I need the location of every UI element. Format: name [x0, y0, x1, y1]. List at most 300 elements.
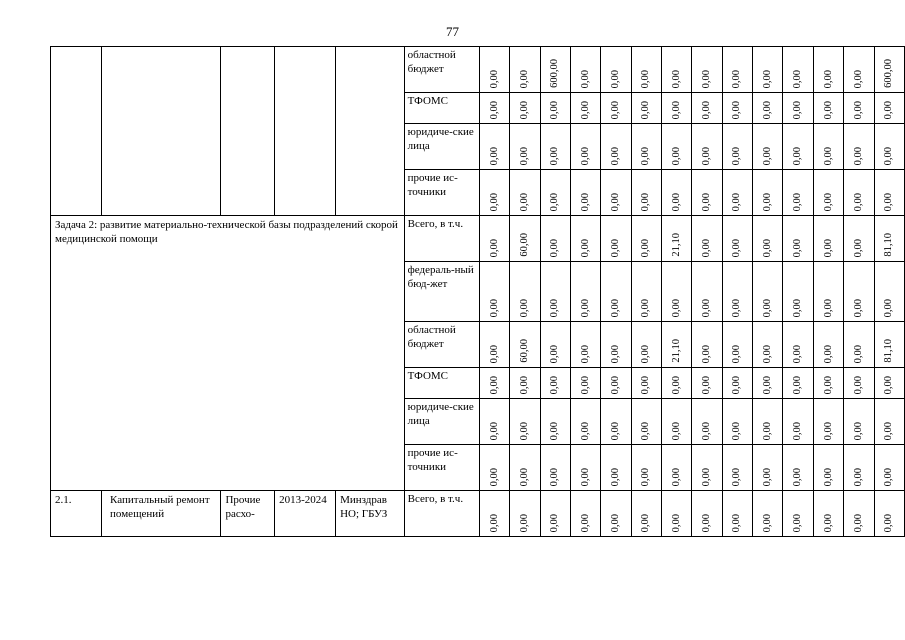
value-cell	[844, 368, 874, 399]
value-text: 0,00	[701, 421, 713, 440]
value-text: 0,00	[792, 69, 804, 88]
budget-table	[50, 46, 905, 537]
value-text: 0,00	[701, 146, 713, 165]
value-cell	[601, 124, 631, 170]
value-text: 0,00	[640, 513, 652, 532]
value-cell	[783, 399, 813, 445]
value-cell	[753, 93, 783, 124]
value-text: 0,00	[792, 375, 804, 394]
value-cell	[540, 170, 570, 216]
value-cell	[722, 170, 752, 216]
value-cell	[510, 170, 540, 216]
value-cell	[631, 93, 661, 124]
value-text: 0,00	[518, 375, 530, 394]
value-cell	[510, 491, 540, 537]
value-text: 0,00	[610, 100, 621, 119]
value-cell	[783, 491, 813, 537]
value-text: 0,00	[640, 344, 652, 363]
source-label: прочие ис-точники	[404, 445, 479, 491]
value-text: 0,00	[852, 513, 864, 532]
value-text: 0,00	[579, 513, 591, 532]
value-cell	[570, 93, 600, 124]
value-cell	[570, 170, 600, 216]
value-text: 0,00	[761, 192, 773, 211]
value-cell	[874, 47, 904, 93]
value-cell	[844, 262, 874, 322]
value-cell	[844, 170, 874, 216]
value-cell	[783, 322, 813, 368]
value-text: 0,00	[761, 421, 773, 440]
value-text: 0,00	[731, 192, 743, 211]
value-text: 0,00	[640, 467, 652, 486]
value-cell	[540, 368, 570, 399]
value-cell	[570, 47, 600, 93]
value-text: 0,00	[761, 298, 773, 317]
value-cell	[722, 124, 752, 170]
value-cell	[631, 262, 661, 322]
value-text: 0,00	[488, 69, 500, 88]
value-text: 0,00	[852, 69, 864, 88]
value-cell	[783, 170, 813, 216]
value-text: 0,00	[792, 146, 804, 165]
value-cell	[631, 124, 661, 170]
item-executor: Минздрав НО; ГБУЗ	[336, 491, 405, 537]
value-cell	[570, 124, 600, 170]
value-text: 0,00	[761, 69, 773, 88]
value-cell	[479, 170, 509, 216]
source-label: областной бюджет	[404, 322, 479, 368]
value-cell	[783, 93, 813, 124]
value-text: 0,00	[518, 69, 530, 88]
value-cell	[753, 47, 783, 93]
value-text: 0,00	[883, 146, 895, 165]
value-cell	[692, 216, 722, 262]
value-cell	[631, 47, 661, 93]
value-cell	[874, 445, 904, 491]
value-text: 0,00	[579, 238, 591, 257]
value-cell	[631, 170, 661, 216]
value-text: 60,00	[518, 233, 530, 257]
value-text: 600,00	[883, 59, 895, 88]
value-cell	[479, 491, 509, 537]
value-text: 0,00	[761, 100, 773, 119]
value-text: 0,00	[518, 146, 530, 165]
value-text: 0,00	[883, 513, 895, 532]
value-cell	[813, 93, 843, 124]
value-text: 0,00	[822, 375, 834, 394]
value-cell	[540, 399, 570, 445]
value-text: 0,00	[731, 375, 743, 394]
value-cell	[540, 93, 570, 124]
value-text: 0,00	[610, 344, 621, 363]
value-cell	[662, 322, 692, 368]
value-cell	[570, 322, 600, 368]
value-cell	[510, 262, 540, 322]
value-text: 0,00	[640, 375, 652, 394]
value-text: 0,00	[549, 100, 561, 119]
value-cell	[662, 399, 692, 445]
value-text: 0,00	[822, 421, 834, 440]
value-cell	[874, 216, 904, 262]
value-text: 0,00	[822, 513, 834, 532]
value-text: 0,00	[731, 298, 743, 317]
value-text: 0,00	[701, 192, 713, 211]
value-cell	[813, 47, 843, 93]
value-cell	[540, 445, 570, 491]
value-text: 0,00	[518, 192, 530, 211]
value-text: 0,00	[549, 146, 561, 165]
value-cell	[692, 445, 722, 491]
value-cell	[722, 93, 752, 124]
value-cell	[813, 124, 843, 170]
value-text: 0,00	[852, 192, 864, 211]
value-cell	[813, 262, 843, 322]
value-text: 0,00	[610, 298, 621, 317]
value-text: 0,00	[488, 344, 500, 363]
value-cell	[874, 491, 904, 537]
value-cell	[813, 170, 843, 216]
value-text: 0,00	[488, 467, 500, 486]
empty-cell	[221, 47, 275, 216]
value-cell	[753, 445, 783, 491]
value-cell	[753, 170, 783, 216]
value-cell	[479, 399, 509, 445]
value-text: 0,00	[518, 467, 530, 486]
value-cell	[510, 216, 540, 262]
value-text: 0,00	[822, 146, 834, 165]
value-cell	[662, 368, 692, 399]
value-cell	[783, 216, 813, 262]
source-label: юридиче-ские лица	[404, 124, 479, 170]
value-cell	[479, 216, 509, 262]
value-text: 0,00	[701, 513, 713, 532]
value-cell	[722, 491, 752, 537]
value-text: 0,00	[579, 100, 591, 119]
value-cell	[662, 262, 692, 322]
value-text: 0,00	[579, 298, 591, 317]
value-cell	[722, 216, 752, 262]
value-cell	[540, 491, 570, 537]
value-cell	[692, 491, 722, 537]
value-text: 0,00	[579, 375, 591, 394]
value-cell	[753, 322, 783, 368]
value-text: 0,00	[640, 421, 652, 440]
value-text: 0,00	[549, 238, 561, 257]
empty-cell	[336, 47, 405, 216]
value-text: 0,00	[610, 467, 621, 486]
value-cell	[662, 445, 692, 491]
value-text: 0,00	[701, 298, 713, 317]
value-text: 0,00	[701, 69, 713, 88]
value-text: 0,00	[488, 513, 500, 532]
value-cell	[510, 93, 540, 124]
value-cell	[813, 216, 843, 262]
value-cell	[874, 322, 904, 368]
value-text: 0,00	[610, 375, 621, 394]
value-text: 0,00	[670, 192, 682, 211]
value-text: 0,00	[792, 298, 804, 317]
value-text: 0,00	[701, 238, 713, 257]
value-cell	[570, 216, 600, 262]
value-text: 0,00	[640, 298, 652, 317]
value-cell	[692, 93, 722, 124]
value-text: 0,00	[549, 513, 561, 532]
value-cell	[540, 216, 570, 262]
value-cell	[813, 368, 843, 399]
value-cell	[692, 322, 722, 368]
value-text: 0,00	[822, 467, 834, 486]
value-cell	[753, 216, 783, 262]
value-cell	[510, 399, 540, 445]
value-cell	[692, 47, 722, 93]
value-text: 0,00	[518, 100, 530, 119]
value-text: 0,00	[670, 100, 682, 119]
value-text: 81,10	[883, 339, 895, 363]
table-row	[51, 47, 905, 93]
value-text: 0,00	[488, 192, 500, 211]
value-text: 0,00	[610, 192, 621, 211]
value-text: 0,00	[670, 467, 682, 486]
value-text: 0,00	[852, 344, 864, 363]
value-text: 0,00	[701, 100, 713, 119]
value-cell	[570, 445, 600, 491]
value-text: 0,00	[610, 421, 621, 440]
value-cell	[753, 262, 783, 322]
value-cell	[722, 322, 752, 368]
value-cell	[783, 368, 813, 399]
value-text: 0,00	[731, 238, 743, 257]
value-cell	[722, 262, 752, 322]
value-cell	[844, 491, 874, 537]
table-row	[51, 216, 905, 262]
value-cell	[662, 491, 692, 537]
value-text: 0,00	[792, 513, 804, 532]
value-cell	[813, 399, 843, 445]
value-text: 0,00	[852, 375, 864, 394]
value-cell	[631, 399, 661, 445]
value-cell	[510, 368, 540, 399]
value-cell	[662, 216, 692, 262]
value-text: 0,00	[549, 375, 561, 394]
value-text: 0,00	[761, 375, 773, 394]
value-text: 0,00	[640, 100, 652, 119]
value-cell	[601, 368, 631, 399]
value-text: 0,00	[792, 238, 804, 257]
item-name: Капитальный ремонт помещений	[102, 491, 221, 537]
value-text: 0,00	[610, 69, 621, 88]
value-cell	[662, 124, 692, 170]
value-cell	[783, 47, 813, 93]
value-cell	[570, 368, 600, 399]
value-cell	[479, 47, 509, 93]
value-text: 60,00	[518, 339, 530, 363]
value-cell	[601, 399, 631, 445]
value-cell	[874, 399, 904, 445]
value-cell	[844, 322, 874, 368]
value-text: 0,00	[488, 298, 500, 317]
value-text: 0,00	[731, 344, 743, 363]
value-cell	[722, 368, 752, 399]
value-text: 0,00	[640, 192, 652, 211]
value-text: 21,10	[670, 339, 682, 363]
value-text: 0,00	[822, 298, 834, 317]
value-cell	[479, 93, 509, 124]
value-text: 0,00	[670, 375, 682, 394]
empty-cell	[275, 47, 336, 216]
value-text: 0,00	[883, 421, 895, 440]
value-cell	[844, 445, 874, 491]
value-text: 0,00	[822, 344, 834, 363]
value-cell	[783, 445, 813, 491]
value-cell	[844, 93, 874, 124]
value-text: 0,00	[549, 421, 561, 440]
value-text: 0,00	[761, 467, 773, 486]
value-text: 0,00	[579, 146, 591, 165]
value-cell	[601, 445, 631, 491]
value-text: 0,00	[549, 344, 561, 363]
value-cell	[479, 262, 509, 322]
value-text: 0,00	[670, 69, 682, 88]
value-text: 0,00	[883, 467, 895, 486]
source-label: Всего, в т.ч.	[404, 216, 479, 262]
value-cell	[722, 399, 752, 445]
item-period: 2013-2024	[275, 491, 336, 537]
value-cell	[510, 322, 540, 368]
value-cell	[753, 124, 783, 170]
value-text: 0,00	[670, 513, 682, 532]
value-text: 0,00	[761, 238, 773, 257]
value-text: 0,00	[488, 146, 500, 165]
value-cell	[601, 262, 631, 322]
value-cell	[570, 491, 600, 537]
value-cell	[874, 93, 904, 124]
value-text: 0,00	[610, 513, 621, 532]
value-text: 0,00	[731, 513, 743, 532]
item-expense-type: Прочие расхо-	[221, 491, 275, 537]
value-cell	[844, 216, 874, 262]
value-cell	[631, 491, 661, 537]
value-cell	[813, 445, 843, 491]
value-text: 81,10	[883, 233, 895, 257]
value-text: 0,00	[640, 238, 652, 257]
value-text: 0,00	[883, 375, 895, 394]
value-cell	[662, 93, 692, 124]
value-text: 0,00	[792, 467, 804, 486]
table-row	[51, 491, 905, 537]
value-cell	[510, 445, 540, 491]
value-text: 0,00	[549, 192, 561, 211]
value-cell	[722, 47, 752, 93]
value-cell	[601, 322, 631, 368]
page-number: 77	[446, 24, 459, 39]
source-label: прочие ис-точники	[404, 170, 479, 216]
value-text: 0,00	[852, 467, 864, 486]
value-text: 0,00	[518, 421, 530, 440]
value-text: 0,00	[488, 100, 500, 119]
empty-cell	[51, 47, 102, 216]
value-text: 0,00	[579, 69, 591, 88]
value-cell	[479, 124, 509, 170]
value-text: 0,00	[701, 375, 713, 394]
value-cell	[510, 47, 540, 93]
value-cell	[813, 491, 843, 537]
value-cell	[570, 399, 600, 445]
source-label: юридиче-ские лица	[404, 399, 479, 445]
value-text: 0,00	[701, 344, 713, 363]
value-cell	[692, 368, 722, 399]
value-text: 0,00	[579, 344, 591, 363]
value-text: 0,00	[640, 69, 652, 88]
item-number: 2.1.	[51, 491, 102, 537]
value-cell	[692, 170, 722, 216]
value-cell	[844, 124, 874, 170]
value-text: 0,00	[701, 467, 713, 486]
value-cell	[874, 170, 904, 216]
value-text: 0,00	[852, 146, 864, 165]
value-cell	[631, 322, 661, 368]
value-cell	[540, 262, 570, 322]
value-text: 0,00	[731, 421, 743, 440]
value-text: 0,00	[488, 421, 500, 440]
value-cell	[662, 170, 692, 216]
value-text: 0,00	[670, 298, 682, 317]
task-2-title: Задача 2: развитие материально-технической базы подразделений скорой медицинской помощи	[51, 216, 405, 491]
value-text: 0,00	[761, 344, 773, 363]
value-text: 0,00	[488, 238, 500, 257]
value-text: 0,00	[792, 421, 804, 440]
value-text: 0,00	[852, 238, 864, 257]
value-text: 0,00	[852, 421, 864, 440]
source-label: ТФОМС	[404, 93, 479, 124]
value-cell	[692, 124, 722, 170]
value-cell	[874, 262, 904, 322]
value-cell	[813, 322, 843, 368]
empty-cell	[102, 47, 221, 216]
value-cell	[631, 368, 661, 399]
source-label: областной бюджет	[404, 47, 479, 93]
value-text: 0,00	[518, 513, 530, 532]
value-text: 0,00	[579, 467, 591, 486]
value-cell	[692, 262, 722, 322]
value-text: 0,00	[883, 192, 895, 211]
value-text: 0,00	[761, 146, 773, 165]
value-cell	[753, 399, 783, 445]
source-label: ТФОМС	[404, 368, 479, 399]
value-text: 0,00	[640, 146, 652, 165]
value-text: 0,00	[731, 467, 743, 486]
value-text: 0,00	[852, 100, 864, 119]
value-cell	[662, 47, 692, 93]
value-text: 0,00	[549, 467, 561, 486]
value-cell	[601, 93, 631, 124]
value-text: 21,10	[670, 233, 682, 257]
source-label: федераль-ный бюд-жет	[404, 262, 479, 322]
value-cell	[601, 170, 631, 216]
value-text: 0,00	[488, 375, 500, 394]
value-cell	[631, 445, 661, 491]
value-text: 0,00	[792, 192, 804, 211]
value-cell	[692, 399, 722, 445]
value-cell	[479, 322, 509, 368]
value-cell	[510, 124, 540, 170]
value-text: 0,00	[549, 298, 561, 317]
value-cell	[844, 399, 874, 445]
value-text: 0,00	[822, 192, 834, 211]
value-text: 0,00	[610, 238, 621, 257]
value-text: 0,00	[518, 298, 530, 317]
value-text: 0,00	[822, 238, 834, 257]
value-text: 0,00	[731, 69, 743, 88]
